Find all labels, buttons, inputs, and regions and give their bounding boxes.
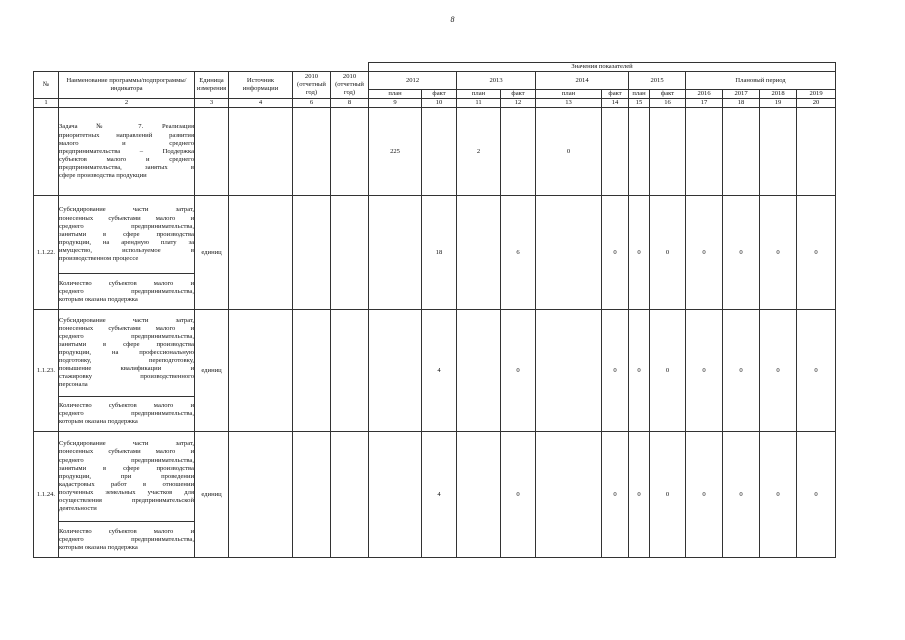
header-source: Источник информации	[229, 72, 293, 99]
row-description: Субсидирование части затрат, понесенных субъектами малого и среднего предпринимательства, занятыми в сфере производства продукции, на арендную плату за имущество, используемое в производственном процессе	[59, 196, 195, 274]
row-2017: 0	[723, 196, 760, 310]
header-plan-2012: план	[369, 90, 422, 99]
row-2016: 0	[686, 196, 723, 310]
header-2017: 2017	[723, 90, 760, 99]
row-2019: 0	[797, 432, 836, 558]
task-title: Задача № 7. Реализация приоритетных направлений развития малого и среднего предпринимательства – Поддержка субъектов малого и среднего предпринимательства, занятых в сфере производства продукции	[59, 108, 195, 196]
task-row	[34, 108, 836, 196]
header-no: №	[34, 72, 59, 99]
header-plan-2013: план	[457, 90, 501, 99]
task-2013-plan: 2	[457, 108, 501, 196]
page-number: 8	[450, 15, 455, 24]
col-number: 1	[34, 99, 59, 108]
row-2012-fact: 4	[422, 432, 457, 558]
row-2014-fact: 0	[602, 196, 629, 310]
column-numbers-row	[34, 99, 836, 108]
row-2018: 0	[760, 196, 797, 310]
col-number: 16	[650, 99, 686, 108]
header-2018: 2018	[760, 90, 797, 99]
col-number: 4	[229, 99, 293, 108]
row-indicator: Количество субъектов малого и среднего предпринимательства, которым оказана поддержка	[59, 522, 195, 558]
col-number: 18	[723, 99, 760, 108]
row-2019: 0	[797, 196, 836, 310]
row-2013-fact: 6	[501, 196, 536, 310]
col-number: 3	[195, 99, 229, 108]
row-2016: 0	[686, 310, 723, 432]
header-2012: 2012	[369, 72, 457, 90]
col-number: 6	[293, 99, 331, 108]
row-number: 1.1.23.	[34, 310, 59, 432]
row-number: 1.1.24.	[34, 432, 59, 558]
row-unit: единиц	[195, 310, 229, 432]
indicators-table	[33, 62, 836, 558]
row-2015-fact: 0	[650, 196, 686, 310]
row-2017: 0	[723, 432, 760, 558]
row-number: 1.1.22.	[34, 196, 59, 310]
row-2018: 0	[760, 432, 797, 558]
header-fact-2014: факт	[602, 90, 629, 99]
header-2010b: 2010 (отчетный год)	[331, 72, 369, 99]
row-unit: единиц	[195, 196, 229, 310]
row-description: Субсидирование части затрат, понесенных субъектами малого и среднего предпринимательства, занятыми в сфере производства продукции, при проведении кадастровых работ в отношении полученных земельных участков для осуществления предпринимательской деятельности	[59, 432, 195, 522]
row-2012-fact: 18	[422, 196, 457, 310]
row-unit: единиц	[195, 432, 229, 558]
col-number: 19	[760, 99, 797, 108]
header-2013: 2013	[457, 72, 536, 90]
row-2017: 0	[723, 310, 760, 432]
row-2013-fact: 0	[501, 310, 536, 432]
row-indicator: Количество субъектов малого и среднего предпринимательства, которым оказана поддержка	[59, 274, 195, 310]
col-number: 15	[629, 99, 650, 108]
row-2013-fact: 0	[501, 432, 536, 558]
task-2012-plan: 225	[369, 108, 422, 196]
table-row	[34, 310, 836, 397]
header-plan-2014: план	[536, 90, 602, 99]
header-planned-period: Плановый период	[686, 72, 836, 90]
row-2015-plan: 0	[629, 310, 650, 432]
row-2015-plan: 0	[629, 432, 650, 558]
row-indicator: Количество субъектов малого и среднего предпринимательства, которым оказана поддержка	[59, 397, 195, 432]
row-2014-fact: 0	[602, 310, 629, 432]
header-fact-2015: факт	[650, 90, 686, 99]
row-2015-fact: 0	[650, 432, 686, 558]
header-plan-2015: план	[629, 90, 650, 99]
header-2019: 2019	[797, 90, 836, 99]
header-fact-2013: факт	[501, 90, 536, 99]
col-number: 14	[602, 99, 629, 108]
row-2014-fact: 0	[602, 432, 629, 558]
values-title: Значения показателей	[369, 63, 836, 72]
header-fact-2012: факт	[422, 90, 457, 99]
col-number: 13	[536, 99, 602, 108]
row-2015-fact: 0	[650, 310, 686, 432]
col-number: 10	[422, 99, 457, 108]
header-2016: 2016	[686, 90, 723, 99]
col-number: 9	[369, 99, 422, 108]
row-2016: 0	[686, 432, 723, 558]
header-2014: 2014	[536, 72, 629, 90]
header-unit: Единица измерения	[195, 72, 229, 99]
col-number: 12	[501, 99, 536, 108]
col-number: 8	[331, 99, 369, 108]
header-2015: 2015	[629, 72, 686, 90]
row-2019: 0	[797, 310, 836, 432]
row-2018: 0	[760, 310, 797, 432]
header-name: Наименование программы/подпрограммы/индикатора	[59, 72, 195, 99]
col-number: 20	[797, 99, 836, 108]
col-number: 17	[686, 99, 723, 108]
table-row	[34, 196, 836, 274]
col-number: 11	[457, 99, 501, 108]
row-description: Субсидирование части затрат, понесенных субъектами малого и среднего предпринимательства, занятыми в сфере производства продукции, на профессиональную подготовку, переподготовку, повышение квалификации и стажировку производственного персонала	[59, 310, 195, 397]
row-2015-plan: 0	[629, 196, 650, 310]
task-2014-plan: 0	[536, 108, 602, 196]
table-row	[34, 432, 836, 522]
col-number: 2	[59, 99, 195, 108]
row-2012-fact: 4	[422, 310, 457, 432]
header-2010a: 2010 (отчетный год)	[293, 72, 331, 99]
